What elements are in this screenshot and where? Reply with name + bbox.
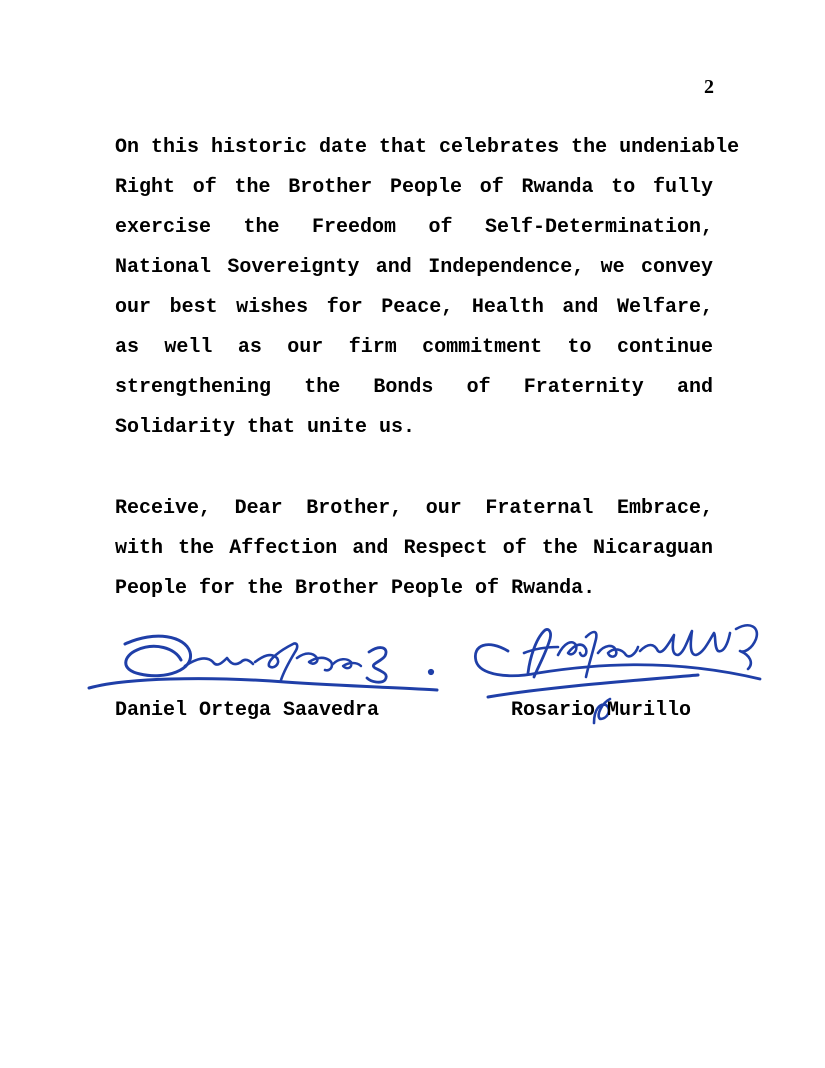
page-number: 2 [704,76,714,98]
signature-stroke [255,643,297,680]
signature-dot [428,669,433,674]
signature-stroke [488,675,698,697]
signature-stroke [586,632,596,677]
signatory-name-murillo: Rosario Murillo [511,699,692,722]
signature-stroke [598,646,638,657]
signature-stroke [185,658,253,666]
paragraph-line: Receive, Dear Brother, our Fraternal Embrace, [115,497,713,520]
signature-stroke [297,654,332,671]
paragraph-line: as well as our firm commitment to continue [115,336,713,359]
signature-stroke [333,659,361,668]
message-paragraph [115,128,740,448]
signature-stroke [736,625,757,669]
paragraph-line: On this historic date that celebrates the undeniable [115,136,740,159]
paragraph-line: Right of the Brother People of Rwanda to fully [115,176,713,199]
paragraph-line: exercise the Freedom of Self-Determination, [115,216,713,239]
paragraph-line: with the Affection and Respect of the Nicaraguan [115,537,713,560]
paragraph-line: Solidarity that unite us. [115,416,416,439]
signature-stroke [558,642,586,656]
signature-stroke [528,629,551,677]
paragraph-line: our best wishes for Peace, Health and Welfare, [115,296,713,319]
paragraph-line: National Sovereignty and Independence, we convey [115,256,713,279]
signature-stroke [367,648,386,683]
paragraph-line: strengthening the Bonds of Fraternity and [115,376,713,399]
signatory-name-ortega: Daniel Ortega Saavedra [115,699,380,722]
signature-ortega [85,622,445,702]
signature-stroke [524,647,558,653]
paragraph-line: People for the Brother People of Rwanda. [115,577,596,600]
closing-paragraph [115,489,713,609]
signature-stroke [640,631,730,655]
signature-stroke [125,636,191,676]
